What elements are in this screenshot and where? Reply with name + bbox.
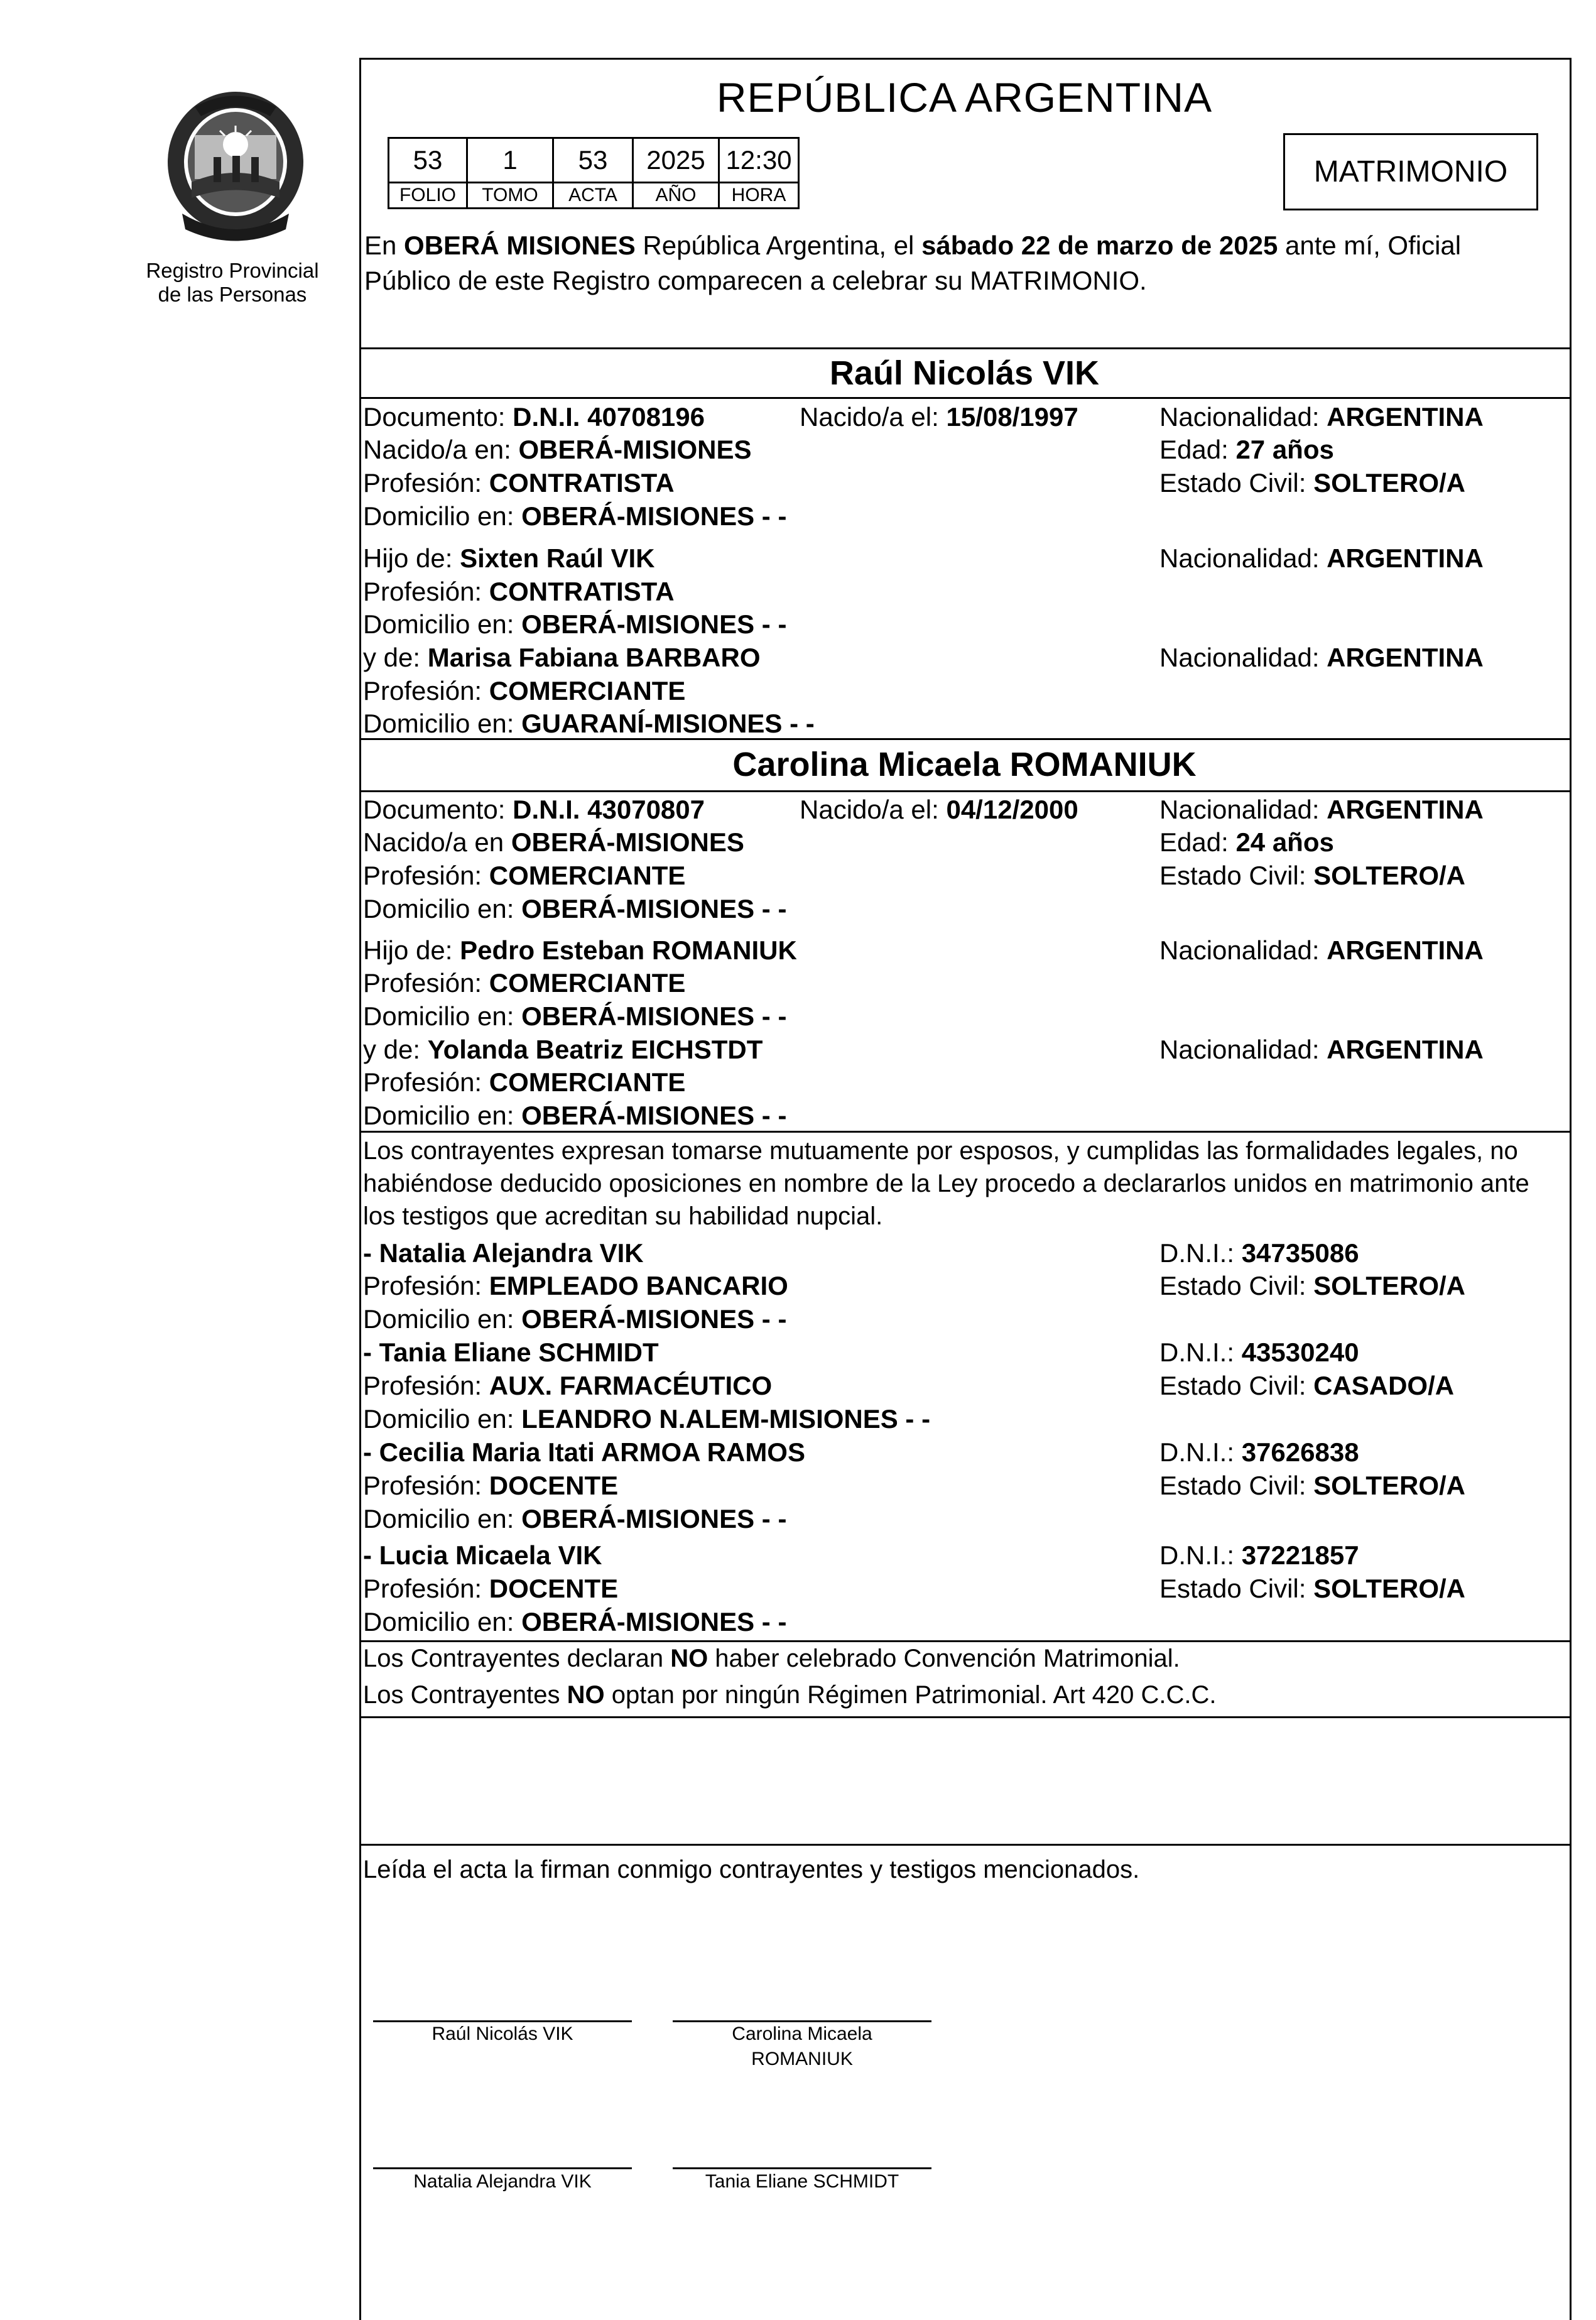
bride-father: Hijo de: Pedro Esteban ROMANIUK xyxy=(363,935,797,965)
bride-name-heading: Carolina Micaela ROMANIUK xyxy=(732,746,1197,783)
bride-father-domicile: Domicilio en: OBERÁ-MISIONES - - xyxy=(363,1001,787,1031)
bride-civil-status: Estado Civil: SOLTERO/A xyxy=(1159,861,1465,890)
signature-witness-1: Natalia Alejandra VIK xyxy=(413,2171,592,2192)
registry-name-line2: de las Personas xyxy=(158,283,307,306)
witness-4-profession: Profesión: DOCENTE xyxy=(363,1574,619,1603)
provincia-de-misiones-seal xyxy=(157,88,314,251)
declaration-line-1: Los contrayentes expresan tomarse mutuamente por esposos, y cumplidas las formalidades legales, no xyxy=(363,1137,1518,1165)
witness-4-dni: D.N.I.: 37221857 xyxy=(1159,1540,1359,1570)
bride-age: Edad: 24 años xyxy=(1159,827,1334,857)
groom-father-domicile: Domicilio en: OBERÁ-MISIONES - - xyxy=(363,609,787,639)
acta-label: ACTA xyxy=(553,183,633,209)
witness-1-dni: D.N.I.: 34735086 xyxy=(1159,1238,1359,1268)
witness-3-profession: Profesión: DOCENTE xyxy=(363,1471,619,1500)
declaration-line-3: los testigos que acreditan su habilidad nupcial. xyxy=(363,1202,883,1230)
groom-profession: Profesión: CONTRATISTA xyxy=(363,468,675,498)
closing-statement: Leída el acta la firman conmigo contrayentes y testigos mencionados. xyxy=(363,1856,1140,1883)
convention-line-2: Los Contrayentes NO optan por ningún Régimen Patrimonial. Art 420 C.C.C. xyxy=(363,1681,1217,1709)
tomo-value: 1 xyxy=(467,138,553,183)
witness-3-civil-status: Estado Civil: SOLTERO/A xyxy=(1159,1471,1465,1500)
groom-father-nationality: Nacionalidad: ARGENTINA xyxy=(1159,543,1484,573)
bride-birth-place: Nacido/a en OBERÁ-MISIONES xyxy=(363,827,744,857)
witness-2-name: - Tania Eliane SCHMIDT xyxy=(363,1337,659,1367)
bride-mother-profession: Profesión: COMERCIANTE xyxy=(363,1067,686,1097)
groom-mother: y de: Marisa Fabiana BARBARO xyxy=(363,643,761,672)
divider xyxy=(359,397,1570,399)
witness-1-civil-status: Estado Civil: SOLTERO/A xyxy=(1159,1271,1465,1300)
intro-line-2: Público de este Registro comparecen a celebrar su MATRIMONIO. xyxy=(364,266,1147,295)
witness-3-name: - Cecilia Maria Itati ARMOA RAMOS xyxy=(363,1437,805,1467)
ano-label: AÑO xyxy=(633,183,719,209)
groom-age: Edad: 27 años xyxy=(1159,435,1334,464)
groom-mother-domicile: Domicilio en: GUARANÍ-MISIONES - - xyxy=(363,709,815,738)
ano-value: 2025 xyxy=(633,138,719,183)
tomo-label: TOMO xyxy=(467,183,553,209)
record-table xyxy=(388,137,800,209)
witness-4-civil-status: Estado Civil: SOLTERO/A xyxy=(1159,1574,1465,1603)
witness-3-domicile: Domicilio en: OBERÁ-MISIONES - - xyxy=(363,1504,787,1533)
bride-profession: Profesión: COMERCIANTE xyxy=(363,861,686,890)
hora-label: HORA xyxy=(719,183,799,209)
witness-2-civil-status: Estado Civil: CASADO/A xyxy=(1159,1371,1455,1400)
bride-nationality: Nacionalidad: ARGENTINA xyxy=(1159,795,1484,824)
witness-2-profession: Profesión: AUX. FARMACÉUTICO xyxy=(363,1371,773,1400)
groom-nationality: Nacionalidad: ARGENTINA xyxy=(1159,402,1484,432)
witness-1-domicile: Domicilio en: OBERÁ-MISIONES - - xyxy=(363,1304,787,1334)
groom-name-heading: Raúl Nicolás VIK xyxy=(829,354,1100,392)
groom-father: Hijo de: Sixten Raúl VIK xyxy=(363,543,655,573)
registry-name-line1: Registro Provincial xyxy=(146,259,319,282)
divider xyxy=(359,790,1570,792)
signature-bride-line-1: Carolina Micaela xyxy=(732,2023,872,2044)
bride-mother-nationality: Nacionalidad: ARGENTINA xyxy=(1159,1035,1484,1064)
folio-value: 53 xyxy=(389,138,467,183)
witness-1-name: - Natalia Alejandra VIK xyxy=(363,1238,644,1268)
groom-mother-nationality: Nacionalidad: ARGENTINA xyxy=(1159,643,1484,672)
bride-birth-date: Nacido/a el: 04/12/2000 xyxy=(800,795,1078,824)
hora-value: 12:30 xyxy=(719,138,799,183)
witness-4-domicile: Domicilio en: OBERÁ-MISIONES - - xyxy=(363,1607,787,1637)
groom-mother-profession: Profesión: COMERCIANTE xyxy=(363,676,686,705)
witness-2-domicile: Domicilio en: LEANDRO N.ALEM-MISIONES - - xyxy=(363,1404,931,1434)
groom-father-profession: Profesión: CONTRATISTA xyxy=(363,577,675,606)
witness-4-name: - Lucia Micaela VIK xyxy=(363,1540,602,1570)
divider xyxy=(359,347,1570,349)
page-title: REPÚBLICA ARGENTINA xyxy=(716,74,1213,121)
witness-1-profession: Profesión: EMPLEADO BANCARIO xyxy=(363,1271,788,1300)
declaration-line-2: habiéndose deducido oposiciones en nombre de la Ley procedo a declararlos unidos en matrimonio ante xyxy=(363,1170,1529,1197)
groom-birth-date: Nacido/a el: 15/08/1997 xyxy=(800,402,1078,432)
signature-groom: Raúl Nicolás VIK xyxy=(432,2023,573,2044)
bride-father-profession: Profesión: COMERCIANTE xyxy=(363,968,686,998)
groom-document: Documento: D.N.I. 40708196 xyxy=(363,402,705,432)
bride-father-nationality: Nacionalidad: ARGENTINA xyxy=(1159,935,1484,965)
acta-value: 53 xyxy=(553,138,633,183)
divider xyxy=(359,1716,1570,1718)
groom-domicile: Domicilio en: OBERÁ-MISIONES - - xyxy=(363,501,787,531)
signature-witness-2: Tania Eliane SCHMIDT xyxy=(705,2171,899,2192)
folio-label: FOLIO xyxy=(389,183,467,209)
signature-bride-line-2: ROMANIUK xyxy=(751,2049,853,2069)
witness-3-dni: D.N.I.: 37626838 xyxy=(1159,1437,1359,1467)
divider xyxy=(359,1844,1570,1846)
witness-2-dni: D.N.I.: 43530240 xyxy=(1159,1337,1359,1367)
groom-birth-place: Nacido/a en: OBERÁ-MISIONES xyxy=(363,435,752,464)
groom-civil-status: Estado Civil: SOLTERO/A xyxy=(1159,468,1465,498)
bride-document: Documento: D.N.I. 43070807 xyxy=(363,795,705,824)
act-type-box: MATRIMONIO xyxy=(1283,133,1538,210)
intro-line-1: En OBERÁ MISIONES República Argentina, el sábado 22 de marzo de 2025 ante mí, Oficial xyxy=(364,231,1462,260)
bride-mother: y de: Yolanda Beatriz EICHSTDT xyxy=(363,1035,763,1064)
bride-domicile: Domicilio en: OBERÁ-MISIONES - - xyxy=(363,894,787,923)
bride-mother-domicile: Domicilio en: OBERÁ-MISIONES - - xyxy=(363,1101,787,1130)
convention-line-1: Los Contrayentes declaran NO haber celebrado Convención Matrimonial. xyxy=(363,1645,1180,1672)
